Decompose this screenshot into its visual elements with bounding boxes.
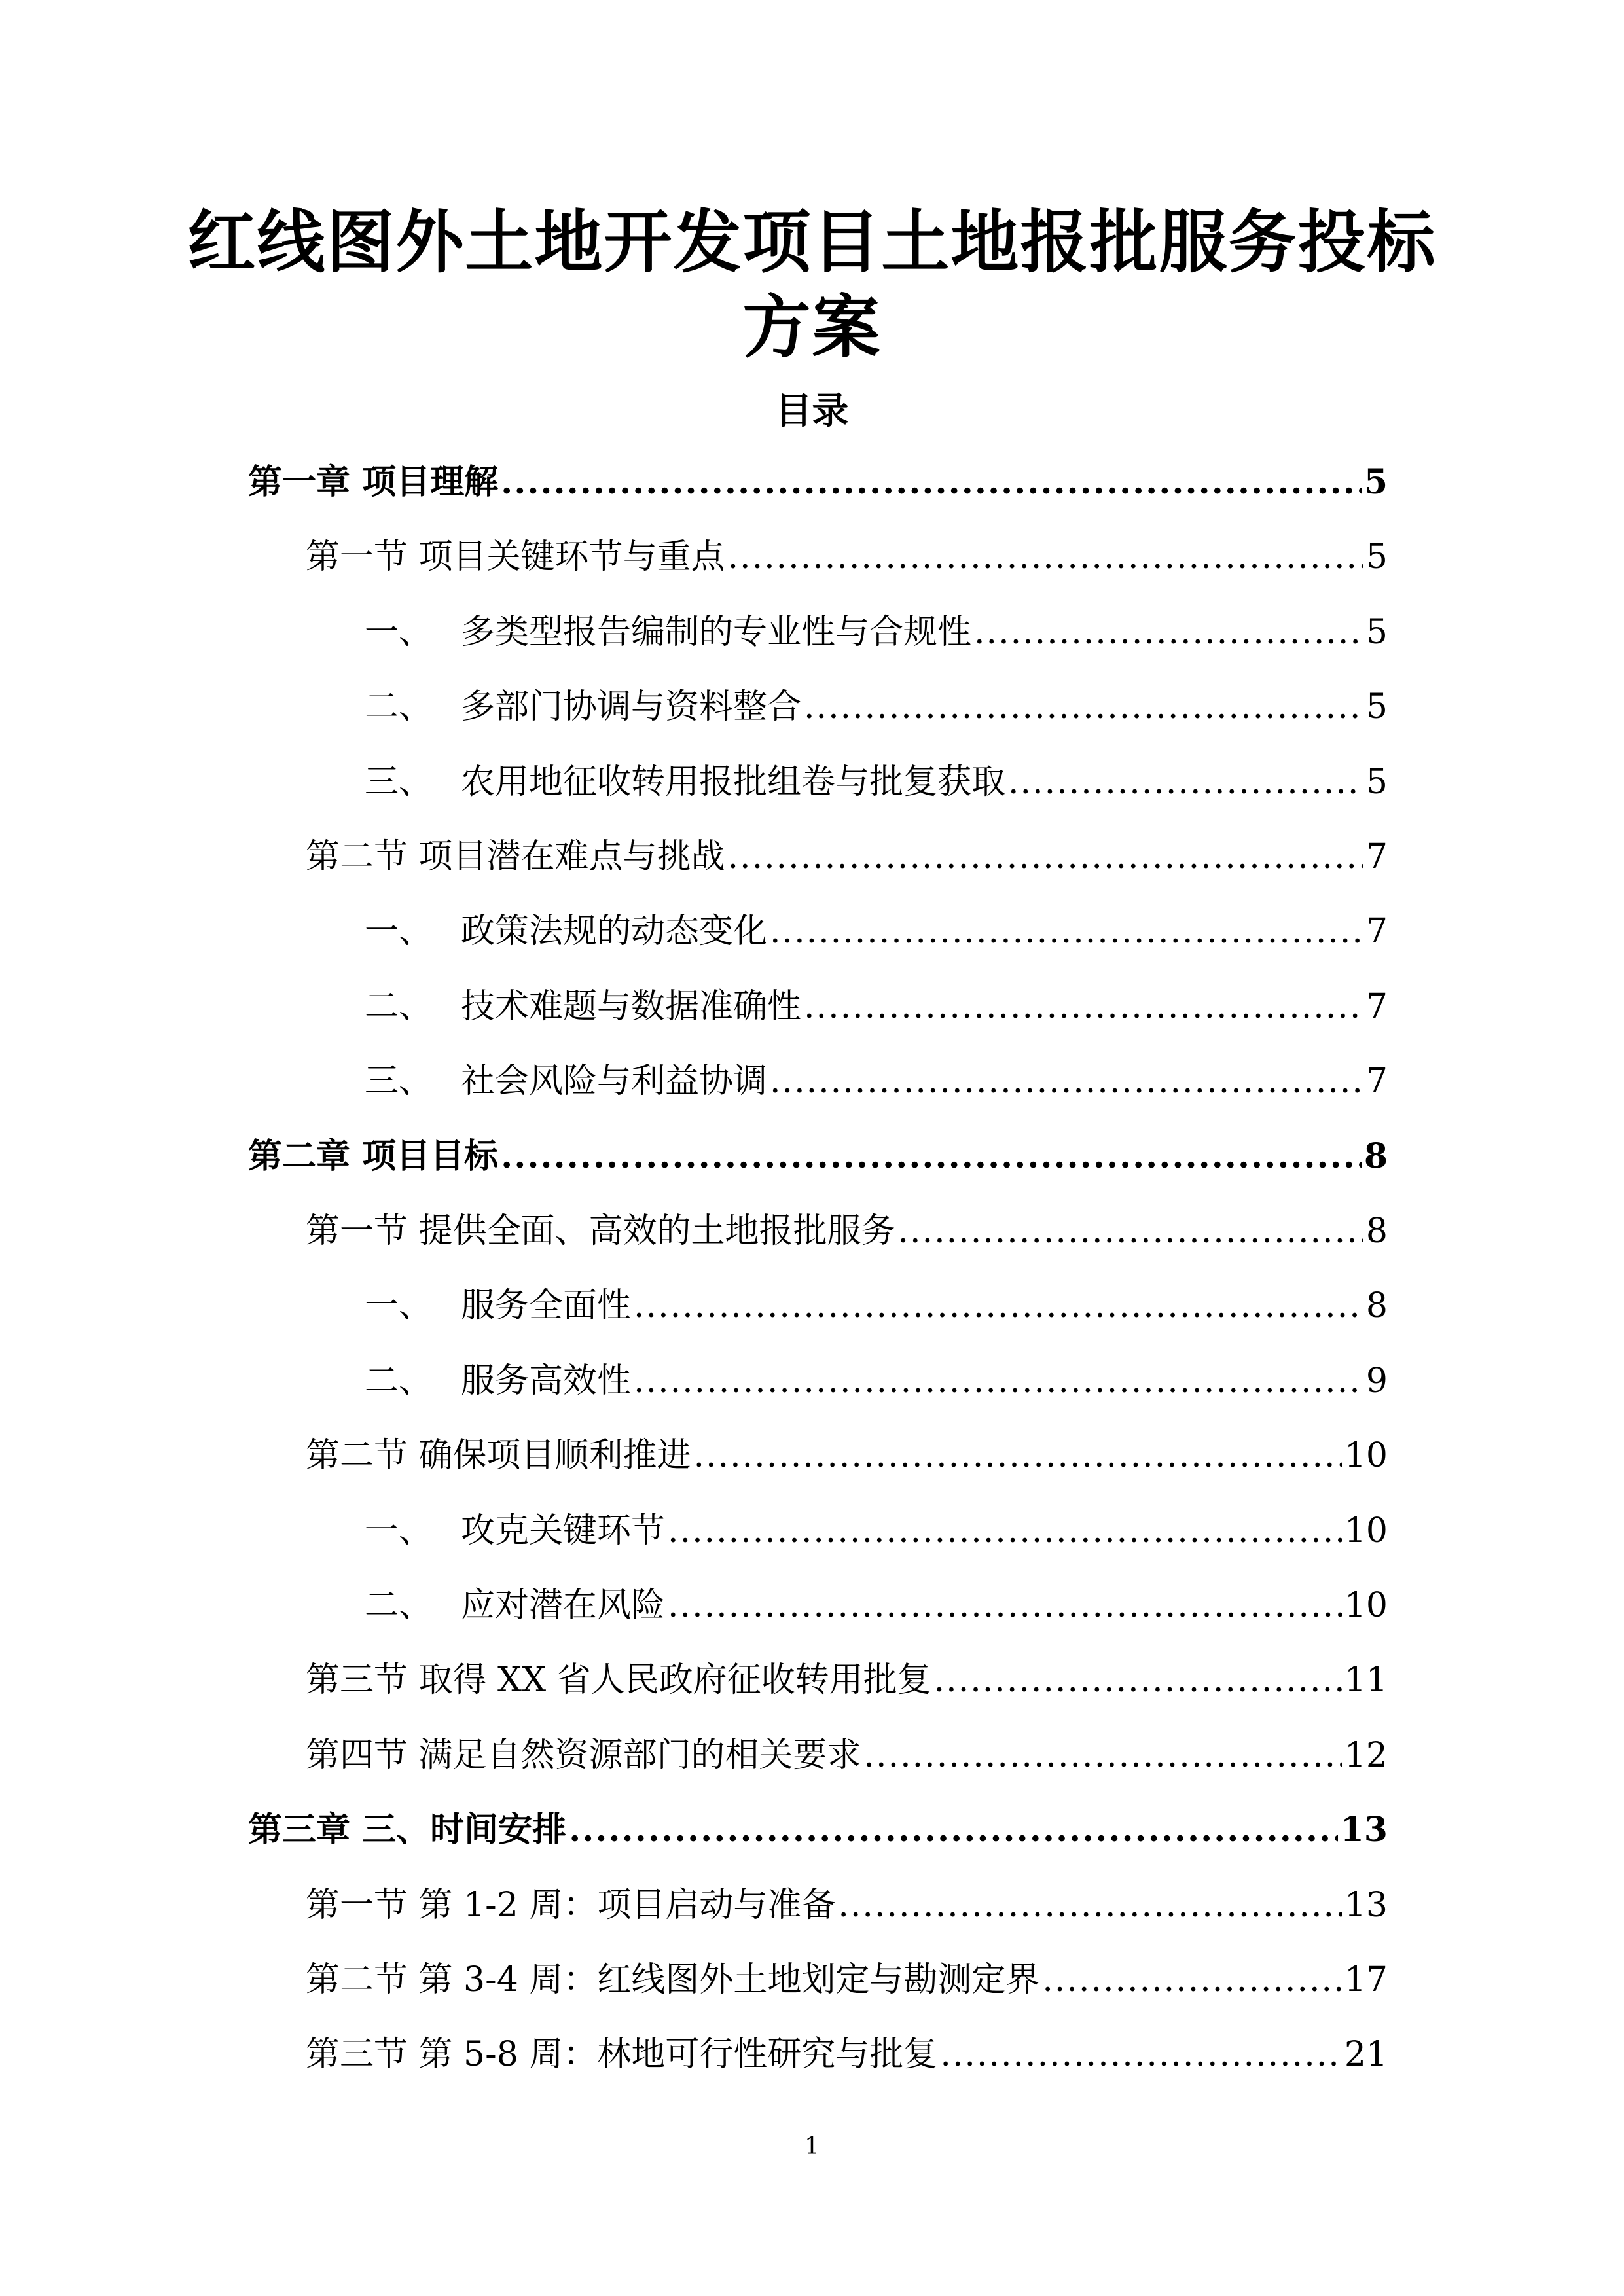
toc-dot-leader [898, 1208, 1363, 1254]
toc-entry[interactable] [248, 1134, 1388, 1179]
toc-entry-page: 5 [1363, 462, 1388, 502]
toc-entry-number: 一、 [365, 612, 433, 652]
toc-dot-leader [728, 534, 1363, 580]
toc-entry-page: 5 [1365, 687, 1388, 727]
toc-entry-title: 第三章 三、时间安排 [248, 1810, 567, 1850]
toc-dot-leader [770, 908, 1363, 954]
toc-entry-title: 第三节 取得 XX 省人民政府征收转用批复 [306, 1660, 931, 1700]
toc-dot-leader [668, 1508, 1342, 1554]
toc-entry-title: 社会风险与利益协调 [461, 1062, 768, 1102]
toc-entry[interactable] [365, 609, 1388, 655]
toc-entry-page: 12 [1344, 1735, 1388, 1775]
toc-entry-title: 服务高效性 [461, 1361, 632, 1401]
toc-dot-leader [501, 459, 1362, 505]
toc-entry-page: 7 [1365, 986, 1388, 1026]
toc-dot-leader [804, 684, 1363, 730]
toc-entry[interactable] [306, 834, 1388, 880]
toc-dot-leader [864, 1732, 1342, 1778]
toc-entry-title: 第二节 第 3-4 周：红线图外土地划定与勘测定界 [306, 1960, 1040, 2000]
toc-entry-page: 7 [1365, 912, 1388, 952]
toc-entry-title: 政策法规的动态变化 [461, 912, 768, 952]
toc-entry[interactable] [306, 1882, 1388, 1928]
toc-entry-page: 8 [1365, 1286, 1388, 1326]
toc-entry-page: 8 [1363, 1136, 1388, 1176]
toc-entry-number: 一、 [365, 1511, 433, 1551]
toc-entry[interactable] [306, 1208, 1388, 1254]
toc-dot-leader [940, 2032, 1342, 2077]
toc-entry-number: 一、 [365, 1286, 433, 1326]
toc-dot-leader [668, 1583, 1342, 1628]
toc-dot-leader [1042, 1957, 1342, 2003]
toc-entry-page: 5 [1365, 762, 1388, 802]
toc-entry-number: 二、 [365, 1586, 433, 1625]
toc-dot-leader [838, 1882, 1342, 1928]
document-title-line-2: 方案 [742, 287, 882, 367]
toc-entry-page: 7 [1365, 1062, 1388, 1102]
toc-dot-leader [694, 1433, 1342, 1479]
toc-entry[interactable] [365, 1358, 1388, 1404]
toc-entry-title: 第一节 提供全面、高效的土地报批服务 [306, 1211, 895, 1251]
toc-entry-number: 三、 [365, 762, 433, 802]
toc-dot-leader [728, 834, 1363, 880]
toc-entry-title: 多部门协调与资料整合 [461, 687, 802, 727]
toc-entry-title: 第一节 项目关键环节与重点 [306, 537, 725, 577]
toc-dot-leader [1008, 759, 1363, 805]
toc-entry[interactable] [306, 1433, 1388, 1479]
toc-entry-title: 第一章 项目理解 [248, 462, 499, 502]
toc-entry[interactable] [365, 984, 1388, 1030]
toc-entry-page: 11 [1344, 1660, 1388, 1700]
toc-entry[interactable] [365, 1508, 1388, 1554]
toc-dot-leader [569, 1807, 1338, 1853]
toc-dot-leader [974, 609, 1363, 655]
toc-entry-title: 第二章 项目目标 [248, 1136, 499, 1176]
toc-entry-page: 5 [1365, 537, 1388, 577]
toc-entry[interactable] [306, 2032, 1388, 2077]
toc-entry-title: 第二节 项目潜在难点与挑战 [306, 837, 725, 876]
toc-entry-page: 10 [1344, 1586, 1388, 1625]
toc-entry-page: 9 [1365, 1361, 1388, 1401]
toc-entry[interactable] [306, 1957, 1388, 2003]
page-number: 1 [804, 2133, 820, 2160]
toc-entry-page: 5 [1365, 612, 1388, 652]
toc-entry-title: 第三节 第 5-8 周：林地可行性研究与批复 [306, 2035, 938, 2075]
toc-entry-page: 7 [1365, 837, 1388, 876]
toc-entry[interactable] [306, 534, 1388, 580]
toc-entry-title: 应对潜在风险 [461, 1586, 666, 1625]
toc-entry-page: 21 [1344, 2035, 1388, 2075]
toc-dot-leader [634, 1358, 1363, 1404]
toc-entry-page: 10 [1344, 1436, 1388, 1476]
toc-entry-title: 多类型报告编制的专业性与合规性 [461, 612, 972, 652]
toc-entry-page: 13 [1340, 1810, 1388, 1850]
toc-entry-number: 二、 [365, 1361, 433, 1401]
toc-entry-number: 二、 [365, 986, 433, 1026]
toc-entry-page: 8 [1365, 1211, 1388, 1251]
toc-entry-title: 第四节 满足自然资源部门的相关要求 [306, 1735, 861, 1775]
toc-entry-title: 第一节 第 1-2 周：项目启动与准备 [306, 1885, 836, 1925]
toc-entry-page: 10 [1344, 1511, 1388, 1551]
toc-entry[interactable] [306, 1732, 1388, 1778]
toc-entry-title: 第二节 确保项目顺利推进 [306, 1436, 691, 1476]
toc-entry[interactable] [365, 684, 1388, 730]
toc-dot-leader [501, 1134, 1362, 1179]
toc-entry-title: 服务全面性 [461, 1286, 632, 1326]
toc-entry-number: 一、 [365, 912, 433, 952]
toc-entry[interactable] [365, 908, 1388, 954]
toc-entry[interactable] [248, 459, 1388, 505]
toc-dot-leader [804, 984, 1363, 1030]
toc-entry[interactable] [365, 1283, 1388, 1329]
toc-heading: 目录 [775, 389, 849, 433]
toc-entry-page: 13 [1344, 1885, 1388, 1925]
toc-entry-title: 技术难题与数据准确性 [461, 986, 802, 1026]
toc-entry-title: 攻克关键环节 [461, 1511, 666, 1551]
toc-entry-title: 农用地征收转用报批组卷与批复获取 [461, 762, 1006, 802]
toc-entry[interactable] [365, 1058, 1388, 1104]
toc-entry-number: 三、 [365, 1062, 433, 1102]
toc-entry[interactable] [365, 759, 1388, 805]
toc-entry[interactable] [365, 1583, 1388, 1628]
toc-entry[interactable] [248, 1807, 1388, 1853]
toc-entry-page: 17 [1344, 1960, 1388, 2000]
toc-entry[interactable] [306, 1657, 1388, 1703]
toc-entry-number: 二、 [365, 687, 433, 727]
toc-dot-leader [770, 1058, 1363, 1104]
toc-dot-leader [934, 1657, 1342, 1703]
document-title-line-1: 红线图外土地开发项目土地报批服务投标 [187, 202, 1437, 282]
toc-dot-leader [634, 1283, 1363, 1329]
